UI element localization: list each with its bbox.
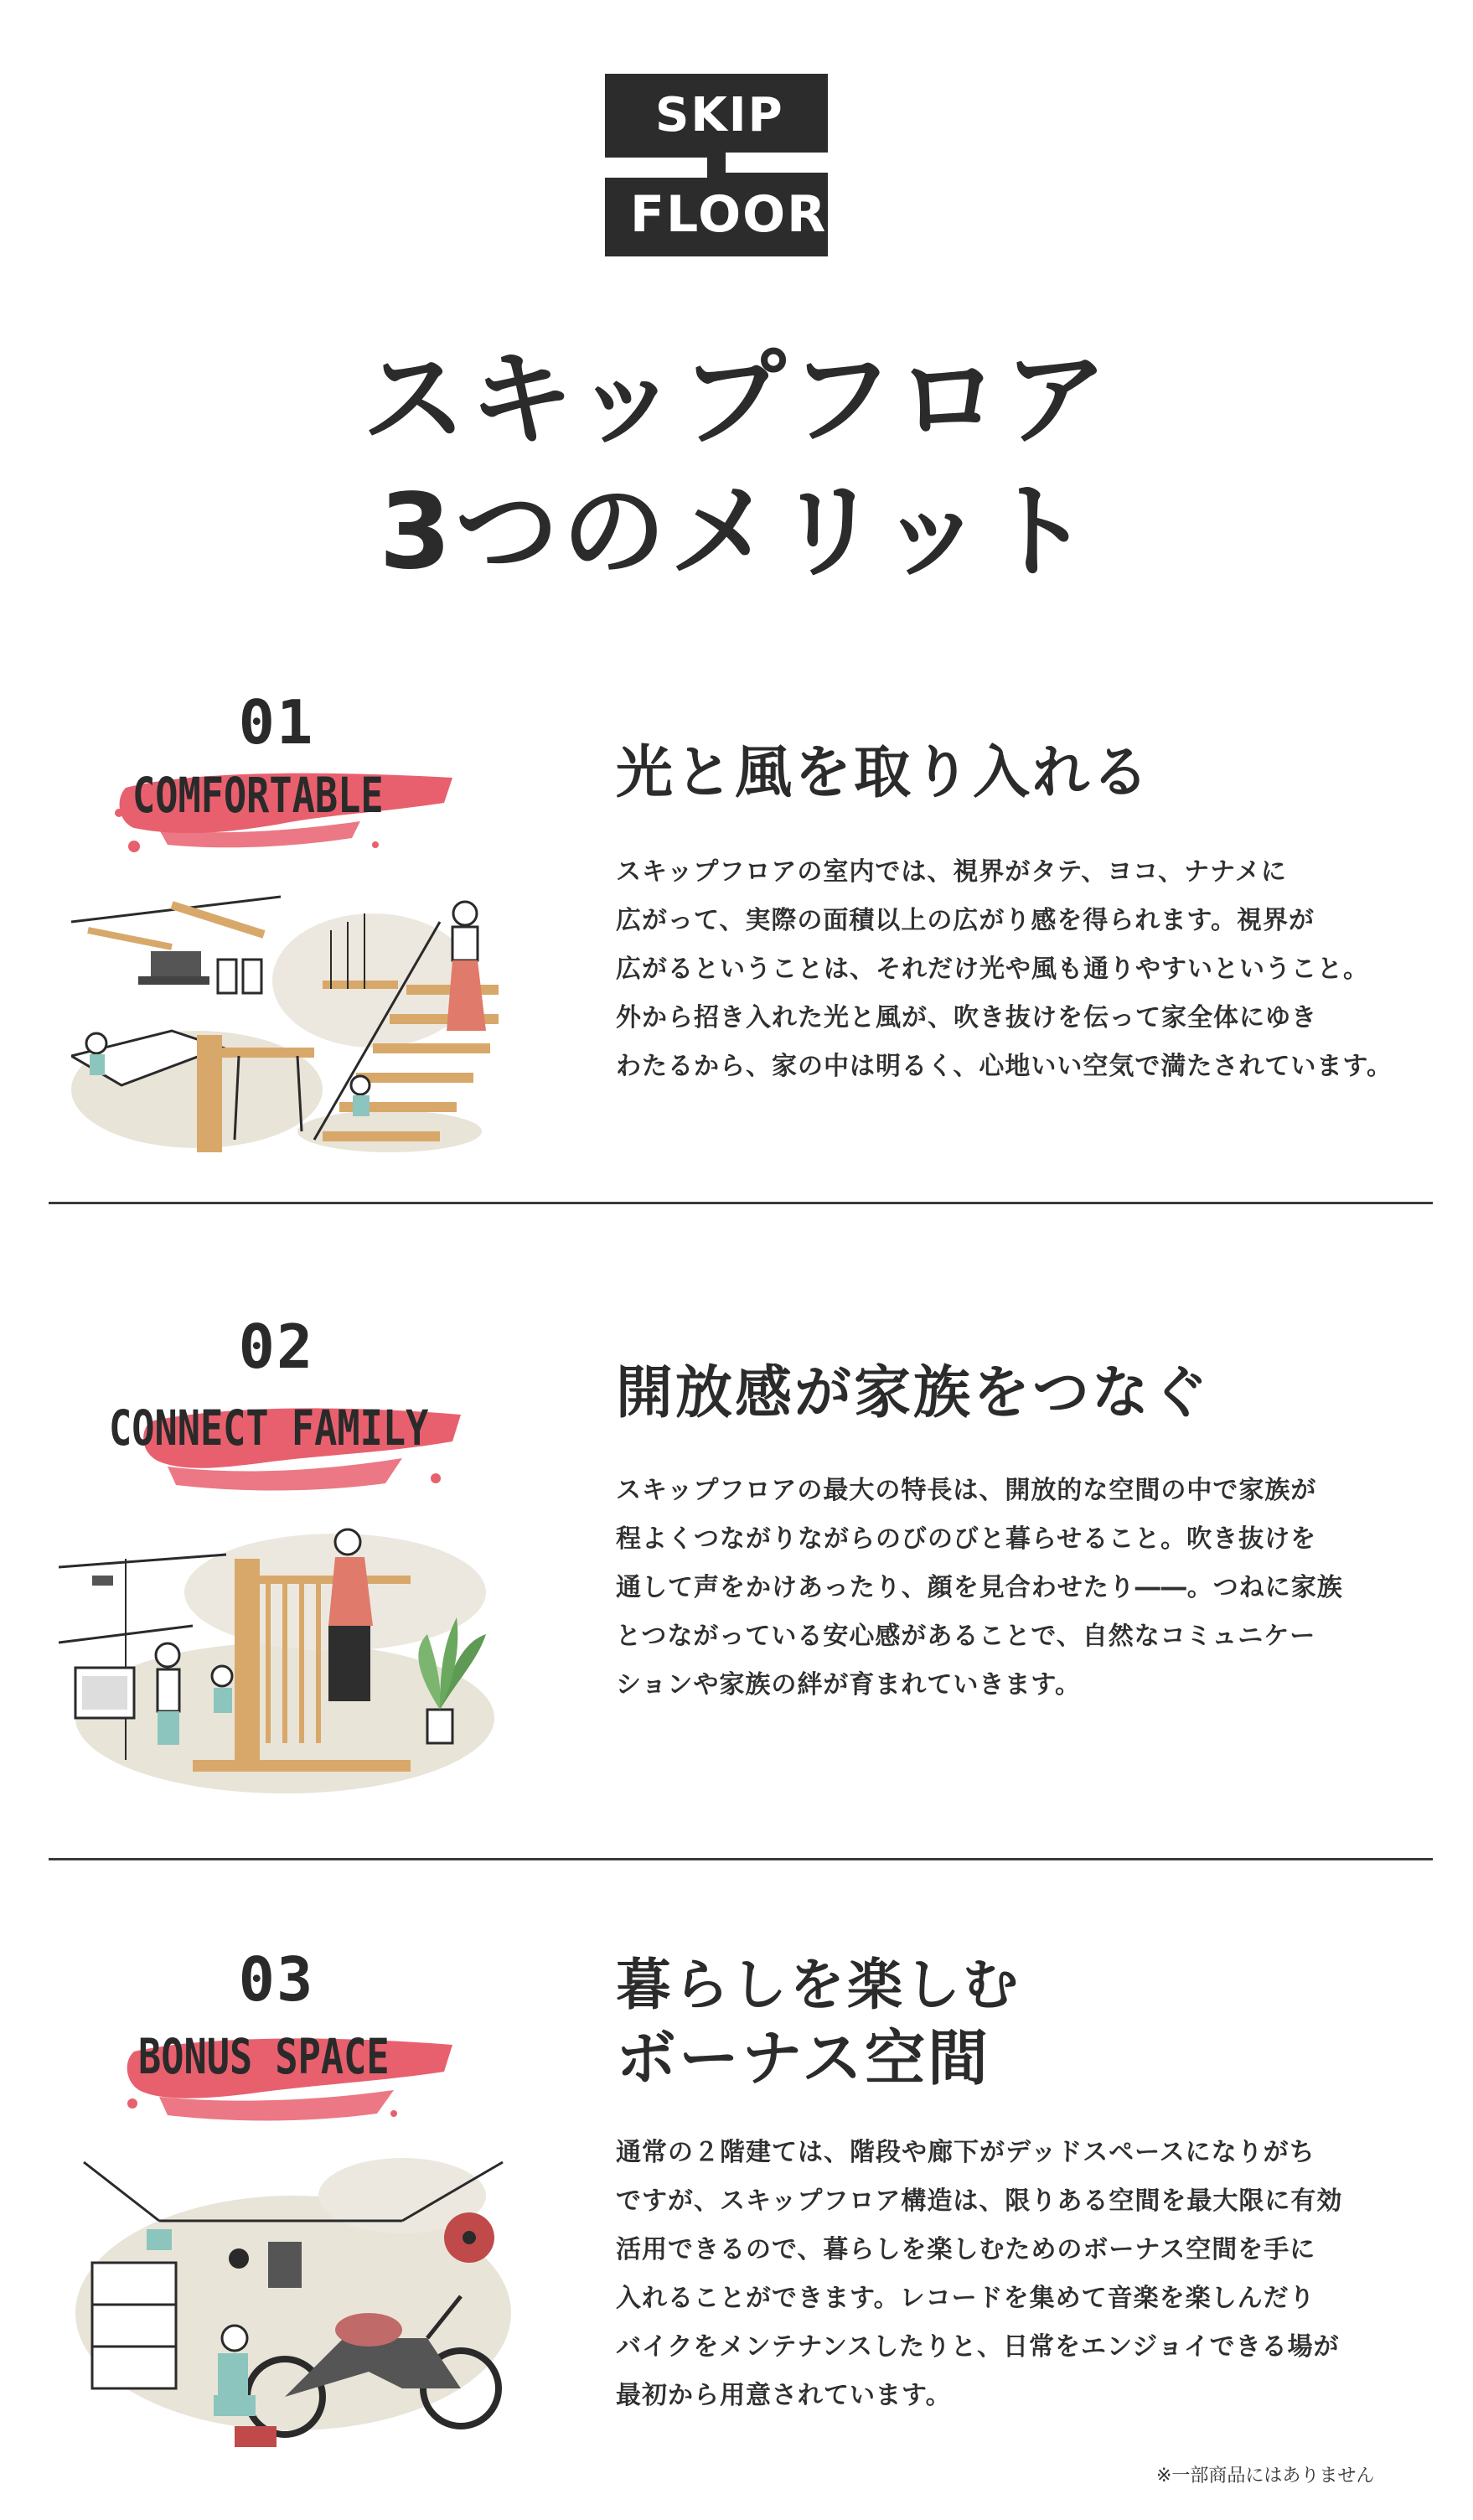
body-line: 程よくつながりながらのびのびと暮らせること。吹き抜けを <box>616 1524 1317 1554</box>
section-heading: 光と風を取り入れる <box>616 740 1152 806</box>
body-line: 最初から用意されています。 <box>616 2381 952 2410</box>
family-railing-illustration <box>59 1508 511 1793</box>
page-title-line1: スキップフロア <box>362 339 1111 460</box>
living-room-stairs-illustration <box>71 888 507 1157</box>
section-body <box>616 848 1420 1091</box>
body-line: 入れることができます。レコードを集めて音楽を楽しんだり <box>616 2284 1315 2313</box>
section-label: CONNECT FAMILY <box>109 1400 429 1457</box>
body-line: とつながっている安心感があることで、自然なコミュニケー <box>616 1622 1316 1651</box>
body-line: 通して声をかけあったり、顔を見合わせたり――。つねに家族 <box>616 1573 1343 1602</box>
body-line: 外から招き入れた光と風が、吹き抜けを伝って家全体にゆき <box>616 1003 1317 1032</box>
section-heading-line1: 暮らしを楽しむ <box>616 1953 1021 2017</box>
page-title <box>318 334 1155 598</box>
logo-skip-text: SKIP <box>655 88 784 142</box>
section-number: 03 <box>238 1944 315 2015</box>
body-line: スキップフロアの室内では、視界がタテ、ヨコ、ナナメに <box>616 857 1287 887</box>
footnote: ※一部商品にはありません <box>1156 2466 1375 2486</box>
body-line: ションや家族の絆が育まれていきます。 <box>616 1670 1081 1700</box>
skip-floor-logo <box>605 74 828 256</box>
body-line: バイクをメンテナンスしたりと、日常をエンジョイできる場が <box>616 2332 1340 2362</box>
body-line: わたるから、家の中は明るく、心地いい空気で満たされています。 <box>616 1052 1393 1081</box>
section-body <box>616 1467 1420 1710</box>
body-line: 通常の２階建ては、階段や廊下がデッドスペースになりがち <box>616 2138 1315 2167</box>
section-label: COMFORTABLE <box>132 767 384 824</box>
section-label: BONUS SPACE <box>138 2028 390 2085</box>
section-number: 01 <box>238 687 315 758</box>
body-line: ですが、スキップフロア構造は、限りある空間を最大限に有効 <box>616 2186 1343 2216</box>
section-divider <box>49 1202 1433 1204</box>
page-title-line2: 3つのメリット <box>379 472 1094 592</box>
section-body <box>616 2129 1420 2420</box>
body-line: スキップフロアの最大の特長は、開放的な空間の中で家族が <box>616 1476 1317 1505</box>
section-divider <box>49 1858 1433 1860</box>
body-line: 活用できるので、暮らしを楽しむためのボーナス空間を手に <box>616 2235 1316 2264</box>
section-number: 02 <box>238 1312 315 1382</box>
body-line: 広がって、実際の面積以上の広がり感を得られます。視界が <box>616 906 1315 935</box>
garage-motorcycle-illustration <box>67 2145 519 2455</box>
section-heading: 開放感が家族をつなぐ <box>616 1360 1212 1426</box>
section-heading-line2: ボーナス空間 <box>616 2023 991 2093</box>
logo-floor-text: FLOOR <box>630 185 828 244</box>
body-line: 広がるということは、それだけ光や風も通りやすいということ。 <box>616 955 1369 984</box>
